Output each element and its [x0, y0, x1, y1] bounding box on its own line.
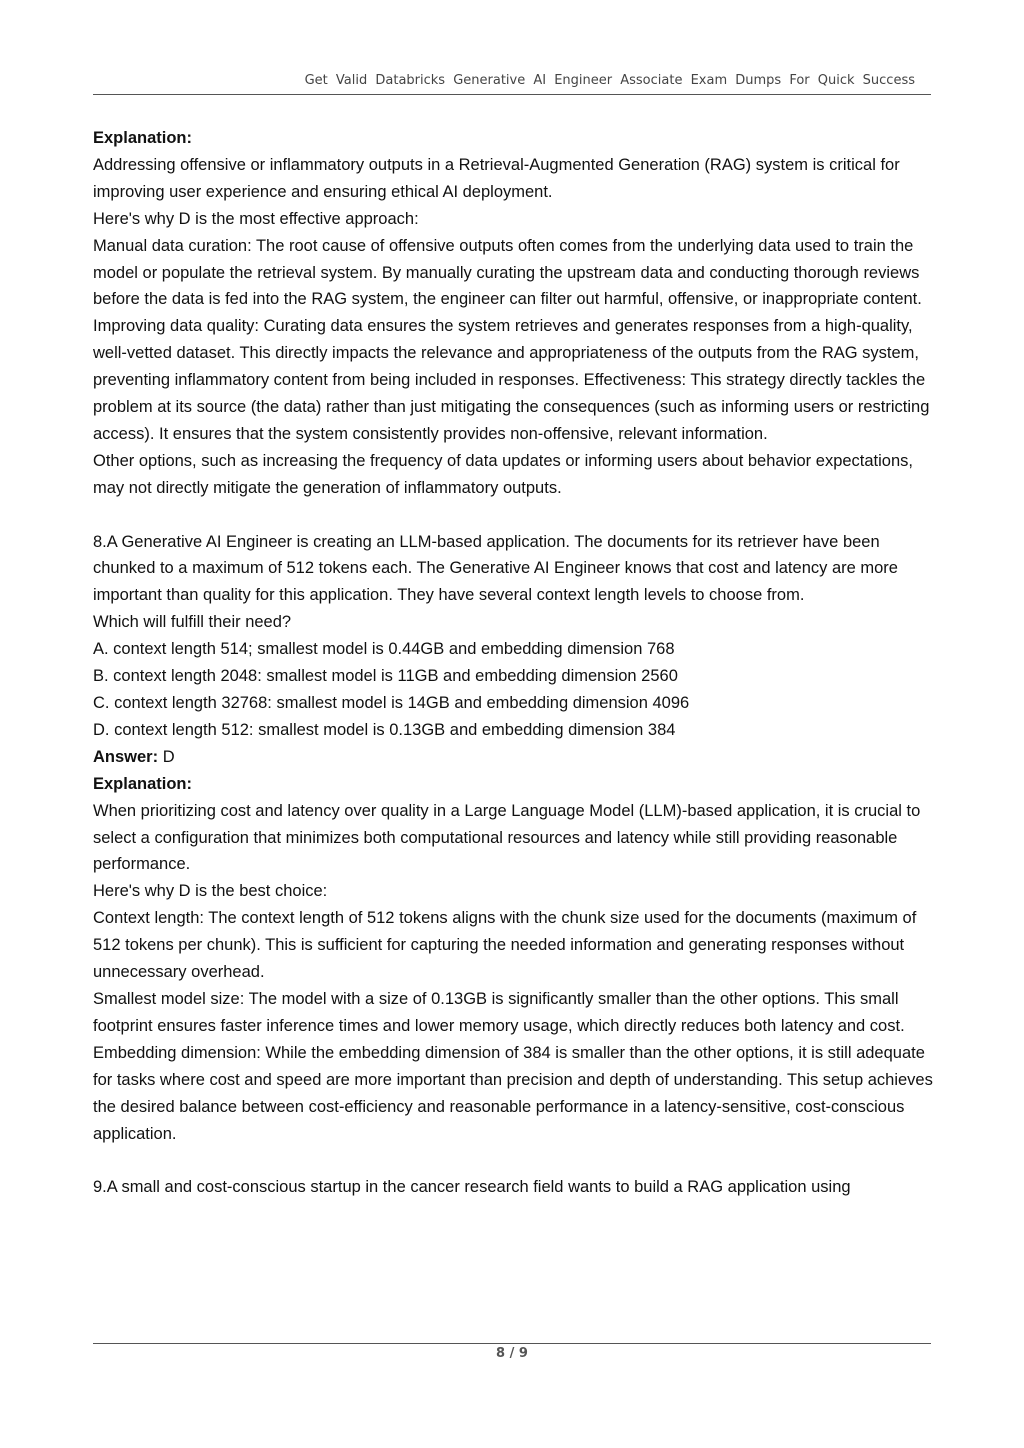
q8-explanation-paragraph: Smallest model size: The model with a size of 0.13GB is significantly smaller than the other options. This small footprint ensures faster inference times and lower memory usage, which directly reduces both latency and cost.: [93, 989, 905, 1035]
q8-option-b: B. context length 2048: smallest model is 11GB and embedding dimension 2560: [93, 667, 678, 686]
q8-explanation-paragraph: Embedding dimension: While the embedding dimension of 384 is smaller than the other options, it is still adequate for tasks where cost and speed are more important than precision and depth of understanding. This setup achieves the desired balance between cost-efficiency and reasonable performance in a latency-sensitive, cost-conscious application.: [93, 1043, 933, 1143]
q8-option-a: A. context length 514; smallest model is 0.44GB and embedding dimension 768: [93, 640, 675, 659]
q8-explanation-paragraph: Here's why D is the best choice:: [93, 882, 328, 901]
q9-question-text: 9.A small and cost-conscious startup in the cancer research field wants to build a RAG application using: [93, 1178, 851, 1197]
q7-explanation-paragraph: Other options, such as increasing the frequency of data updates or informing users about behavior expectations, may not directly mitigate the generation of inflammatory outputs.: [93, 451, 913, 497]
q8-option-c: C. context length 32768: smallest model is 14GB and embedding dimension 4096: [93, 694, 690, 713]
spacer: [93, 502, 943, 529]
q8-prompt: Which will fulfill their need?: [93, 613, 292, 632]
spacer: [93, 1147, 943, 1174]
q8-question-text: 8.A Generative AI Engineer is creating an LLM-based application. The documents for its retriever have been chunked to a maximum of 512 tokens each. The Generative AI Engineer knows that cost and latency are more important than quality for this application. They have several context length levels to choose from.: [93, 532, 898, 605]
q8-explanation-paragraph: When prioritizing cost and latency over quality in a Large Language Model (LLM)-based application, it is crucial to select a configuration that minimizes both computational resources and latency while still providing reasonable performance.: [93, 801, 921, 874]
q8-explanation-paragraph: Context length: The context length of 512 tokens aligns with the chunk size used for the documents (maximum of 512 tokens per chunk). This is sufficient for capturing the needed information and generating responses without unnecessary overhead.: [93, 909, 917, 982]
q7-explanation-paragraph: Manual data curation: The root cause of offensive outputs often comes from the underlying data used to train the model or populate the retrieval system. By manually curating the upstream data and conducting thorough reviews before the data is fed into the RAG system, the engineer can filter out harmful, offensive, or inappropriate content.: [93, 236, 922, 309]
page-content: [93, 125, 943, 1201]
answer-value: D: [162, 747, 175, 766]
q7-explanation-paragraph: Addressing offensive or inflammatory outputs in a Retrieval-Augmented Generation (RAG) system is critical for improving user experience and ensuring ethical AI deployment.: [93, 155, 900, 201]
q8-answer: [93, 744, 943, 771]
header-divider: [93, 94, 931, 95]
page-header-title: Get Valid Databricks Generative AI Engineer Associate Exam Dumps For Quick Success: [304, 73, 915, 88]
footer-divider: [93, 1343, 931, 1344]
q7-explanation-heading: Explanation:: [93, 129, 193, 147]
q8-option-d: D. context length 512: smallest model is 0.13GB and embedding dimension 384: [93, 720, 676, 739]
answer-label: Answer:: [93, 747, 159, 766]
q7-explanation-paragraph: Improving data quality: Curating data ensures the system retrieves and generates responses from a high-quality, well-vetted dataset. This directly impacts the relevance and appropriateness of the outputs from the RAG system, preventing inflammatory content from being included in responses. Effectiveness: This strategy directly tackles the problem at its source (the data) rather than just mitigating the consequences (such as informing users or restricting access). It ensures that the system consistently provides non-offensive, relevant information.: [93, 317, 930, 443]
q7-explanation-paragraph: Here's why D is the most effective approach:: [93, 209, 419, 228]
page-number: 8 / 9: [496, 1346, 528, 1361]
q8-explanation-heading: Explanation:: [93, 774, 193, 793]
